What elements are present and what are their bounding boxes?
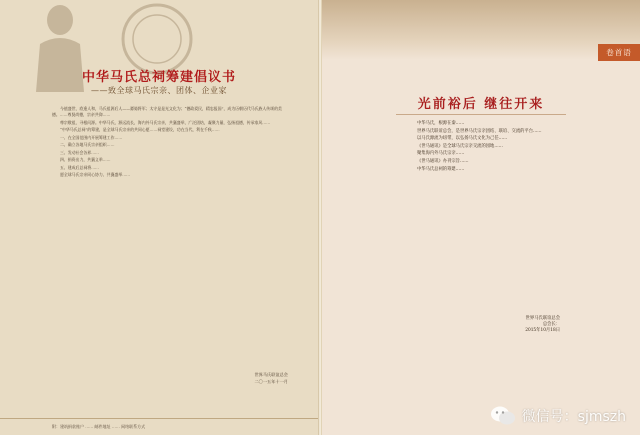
wechat-icon: [490, 405, 516, 427]
editorial-title: 光前裕后 继往开来: [417, 97, 545, 112]
body-paragraph: 中华马氏总祠的筹建……: [417, 166, 465, 172]
editorial-body: [408, 121, 560, 174]
signature-date: 2015年10月18日: [525, 328, 560, 334]
page-footer: [0, 418, 318, 435]
header-band: [322, 0, 640, 60]
editorial-signature: [408, 316, 560, 335]
body-paragraph: 二、确立各地马氏宗亲组织……: [60, 142, 115, 148]
signature-org: 世界马氏联谊总会: [254, 372, 288, 377]
signature-org: 世界马氏联谊总会: [525, 316, 560, 321]
title-divider: [396, 114, 566, 115]
proposal-subtitle: ——致全球马氏宗亲、团体、企业家: [91, 86, 227, 95]
signature-person: 总会长：: [542, 322, 560, 328]
body-paragraph: “中华马氏总祠”的筹建，是全球马氏宗亲的共同心愿……祠堂建设，功在当代，利在千秋……: [60, 127, 220, 133]
watermark-text: 微信号：sjmszh: [521, 409, 626, 425]
proposal-signature: [52, 372, 288, 385]
body-paragraph: 尊宗敬祖，寻根问源。中华马氏，源远流长，海内外马氏宗亲，共襄盛举，广泛团结，凝聚力量，弘扬祖德，传承家风……: [60, 119, 271, 125]
body-paragraph: 一、在全国范围内开展筹建工作……: [60, 134, 123, 140]
body-paragraph: 四、捐资出力，共襄义举……: [60, 157, 111, 163]
body-paragraph: 三、发动社会各界……: [60, 149, 99, 155]
body-paragraph: 中华马氏，根源在秦……: [417, 121, 465, 126]
body-paragraph: 聚集海内外马氏宗亲……: [417, 151, 465, 157]
signature-date: 二〇一五年十一月: [254, 378, 288, 384]
body-paragraph: 世界马氏联谊总会，是世界马氏宗亲团结、联谊、交流的平台……: [417, 128, 542, 134]
body-paragraph: 以马氏源流为纽带，以弘扬马氏文化为己任……: [417, 136, 508, 142]
wechat-watermark: [490, 405, 626, 427]
right-page: [322, 0, 640, 435]
left-page: [0, 0, 318, 435]
proposal-body: [52, 106, 288, 180]
body-paragraph: 《世马通讯》办刊宗旨……: [417, 158, 469, 164]
body-paragraph: 今值盛世，欣逢人和，马氏祖源后人——骠骑将军；太守是是光文化为；“德政爱民，精忠报国”，成为历朝历代马氏族人传颂的美德。……尊贤尚德，宗亲共仰……: [52, 106, 282, 118]
body-paragraph: 《世马通讯》是全球马氏宗亲交流的园地……: [417, 143, 503, 149]
footer-text: 附：建筑捐款账户 …… 邮件地址 …… 网络联系方式: [52, 424, 146, 429]
section-tab: 卷首语: [598, 44, 640, 61]
body-paragraph: 愿全球马氏宗亲同心协力、共襄盛举……: [60, 172, 131, 178]
body-paragraph: 五、建成后总祠将……: [60, 164, 99, 170]
proposal-title: 中华马氏总祠筹建倡议书: [81, 70, 236, 85]
